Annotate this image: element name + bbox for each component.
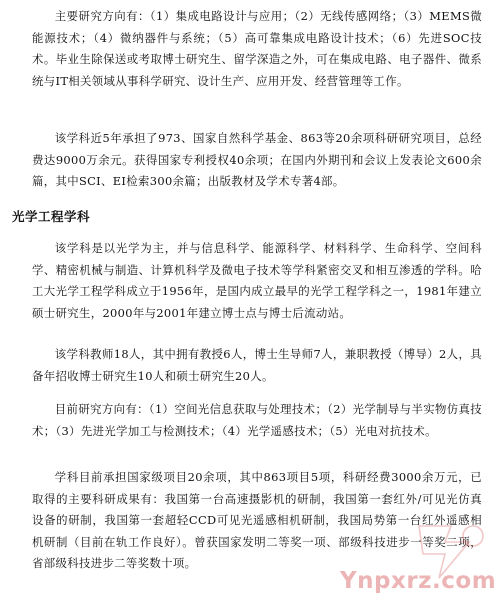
watermark-text: Ynpxrz.com xyxy=(340,568,497,594)
paragraph-optics-research-directions: 目前研究方向有：（1）空间光信息获取与处理技术；（2）光学制导与半实物仿真技术；（3）先进光学加工与检测技术；（4）光学遥感技术；（5）光电对抗技术。 xyxy=(32,402,482,438)
section-heading-optical-engineering: 光学工程学科 xyxy=(12,209,91,224)
paragraph-optics-introduction: 该学科是以光学为主，并与信息科学、能源科学、材料科学、生命科学、空间科学、精密机械与制造、计算机科学及微电子技术等学科紧密交叉和相互渗透的学科。哈工大光学工程学科成立于1956年，是国内成立最早的光学工程学科之一，1981年建立硕士研究生，2000年与2001年建立博士点与博士后流动站。 xyxy=(32,241,482,320)
paragraph-ic-projects: 该学科近5年承担了973、国家自然科学基金、863等20余项科研研究项目，总经费达9000万余元。获得国家专利授权40余项；在国内外期刊和会议上发表论文600余篇，其中SCI、EI检索300余篇；出版教材及学术专著4部。 xyxy=(32,131,482,188)
paragraph-ic-research-directions: 主要研究方向有：（1）集成电路设计与应用；（2）无线传感网络；（3）MEMS微能源技术；（4）微纳器件与系统；（5）高可靠集成电路设计技术；（6）先进SOC技术。毕业生除保送或考取博士研究生、留学深造之外，可在集成电路、电子器件、微系统与IT相关领域从事科学研究、设计生产、应用开发、经营管理等工作。 xyxy=(32,9,482,88)
paragraph-optics-faculty: 该学科教师18人，其中拥有教授6人，博士生导师7人，兼职教授（博导）2人，具备年招收博士研究生10人和硕士研究生20人。 xyxy=(32,347,482,383)
paragraph-optics-projects: 学科目前承担国家级项目20余项，其中863项目5项，科研经费3000余万元，已取得的主要科研成果有：我国第一台高速摄影机的研制，我国第一套红外/可见光仿真设备的研制，我国第一套超轻CCD可见光遥感相机研制，我国局势第一台红外遥感相机研制（目前在轨工作良好）。曾获国家发明二等奖一项、部级科技进步一等奖二项，省部级科技进步二等奖数十项。 xyxy=(32,470,482,570)
